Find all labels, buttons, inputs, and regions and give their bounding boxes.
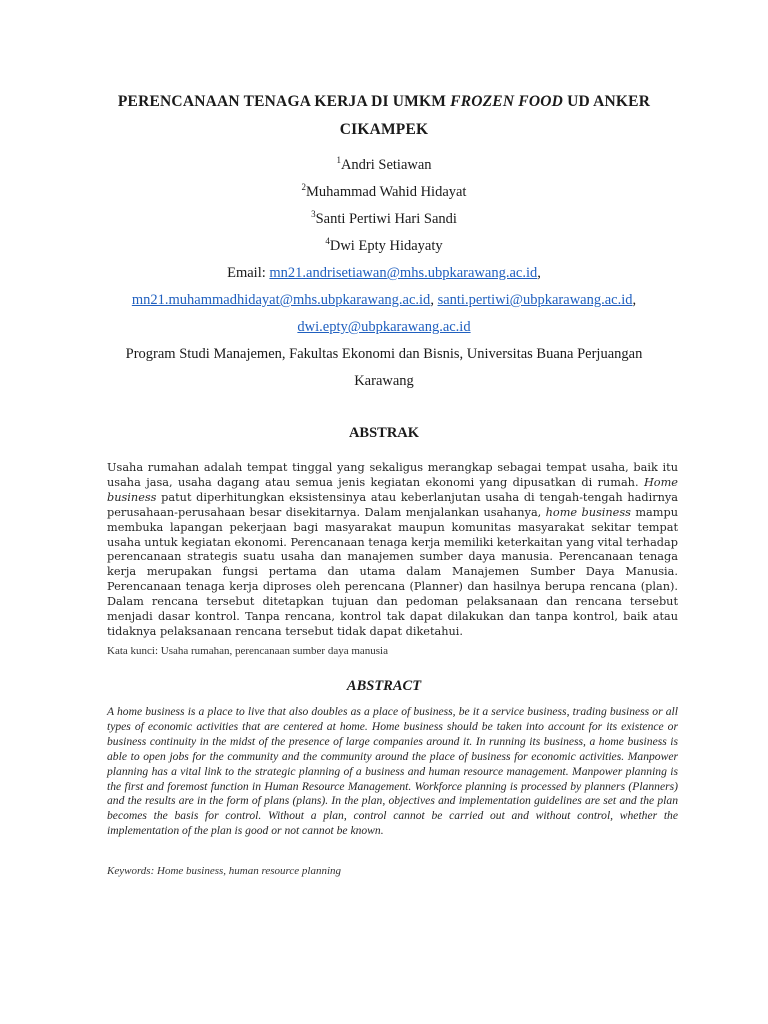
email-line-3: [60, 318, 708, 336]
email-link-4[interactable]: dwi.epty@ubpkarawang.ac.id: [297, 319, 471, 335]
abstract-heading: ABSTRACT: [346, 678, 422, 694]
title-part1: PERENCANAAN TENAGA KERJA DI UMKM: [117, 93, 451, 110]
email-line-2: mn21.muhammadhidayat@mhs.ubpkarawang.ac.id, santi.pertiwi@ubpkarawang.ac.id,: [131, 292, 637, 308]
author-2: $^2$Muhammad Wahid Hidayat: [301, 182, 467, 200]
email-line-1: Email: mn21.andrisetiawan@mhs.ubpkarawang.ac.id,: [227, 265, 541, 281]
title-part2: UD ANKER: [563, 93, 651, 110]
abstrak-keywords: Kata kunci: Usaha rumahan, perencanaan sumber daya manusia: [107, 645, 388, 657]
email-link-2[interactable]: mn21.muhammadhidayat@mhs.ubpkarawang.ac.id: [131, 292, 431, 308]
email-label: Email:: [227, 265, 270, 281]
email-link-1[interactable]: mn21.andrisetiawan@mhs.ubpkarawang.ac.id: [269, 265, 538, 281]
title-line2: CIKAMPEK: [339, 121, 429, 138]
abstrak-heading: ABSTRAK: [348, 425, 420, 441]
author-3: $^3$Santi Pertiwi Hari Sandi: [311, 209, 457, 227]
abstract-body: A home business is a place to live that also doubles as a place of business, be it a service business, trading business or all types of economic activities that are centered at home. Home business should be taken into account for its existence or business continuity in the midst of the presence of large companies around it. In running its business, a home business is able to open jobs for the community and the community around the place of business for economic activities. Manpower planning has a vital link to the strategic planning of a business and human resource management. Manpower planning is the first and foremost function in Human Resource Management. Workforce planning is processed by planners (Planners) and the results are in the form of plans (plans). In the plan, objectives and implementation guidelines are set and the plan becomes the basis for control. Without a plan, control cannot be carried out and without control, whether the implementation of the plan is good or not cannot be known.: [107, 705, 678, 838]
author-1: $^1$Andri Setiawan: [336, 155, 432, 173]
paper-title: [100, 88, 668, 144]
affiliation-line-1: Program Studi Manajemen, Fakultas Ekonomi dan Bisnis, Universitas Buana Perjuangan: [125, 346, 643, 362]
author-4: $^4$Dwi Epty Hidayaty: [325, 236, 443, 254]
abstract-keywords: Keywords: Home business, human resource planning: [107, 865, 342, 877]
title-italic: FROZEN FOOD: [450, 93, 564, 110]
email-link-3[interactable]: santi.pertiwi@ubpkarawang.ac.id: [437, 292, 633, 308]
abstrak-body: Usaha rumahan adalah tempat tinggal yang sekaligus merangkap sebagai tempat usaha, baik itu usaha jasa, usaha dagang atau semua jenis kegiatan ekonomi yang dipusatkan di rumah. Home business patut diperhitungkan eksistensinya atau keberlanjutan usaha di tengah-tengah hadirnya perusahaan-perusahaan besar disekitarnya. Dalam menjalankan usahanya, home business mampu membuka lapangan pekerjaan bagi masyarakat maupun komunitas masyarakat sekitar tempat usaha untuk kegiatan ekonomi. Perencanaan tenaga kerja memiliki keterkaitan yang vital terhadap perencanaan strategis suatu usaha dan manajemen sumber daya manusia. Perencanaan tenaga kerja merupakan fungsi pertama dan utama dalam Manajemen Sumber Daya Manusia. Perencanaan tenaga kerja diproses oleh perencana (Planner) dan hasilnya berupa rencana (plan). Dalam rencana tersebut ditetapkan tujuan dan pedoman pelaksanaan dan rencana tersebut menjadi dasar kontrol. Tanpa rencana, kontrol tak dapat dilakukan dan tanpa kontrol, baik atau tidaknya pelaksanaan rencana tersebut tidak dapat diketahui.: [107, 461, 678, 638]
affiliation-line-2: Karawang: [354, 373, 414, 389]
